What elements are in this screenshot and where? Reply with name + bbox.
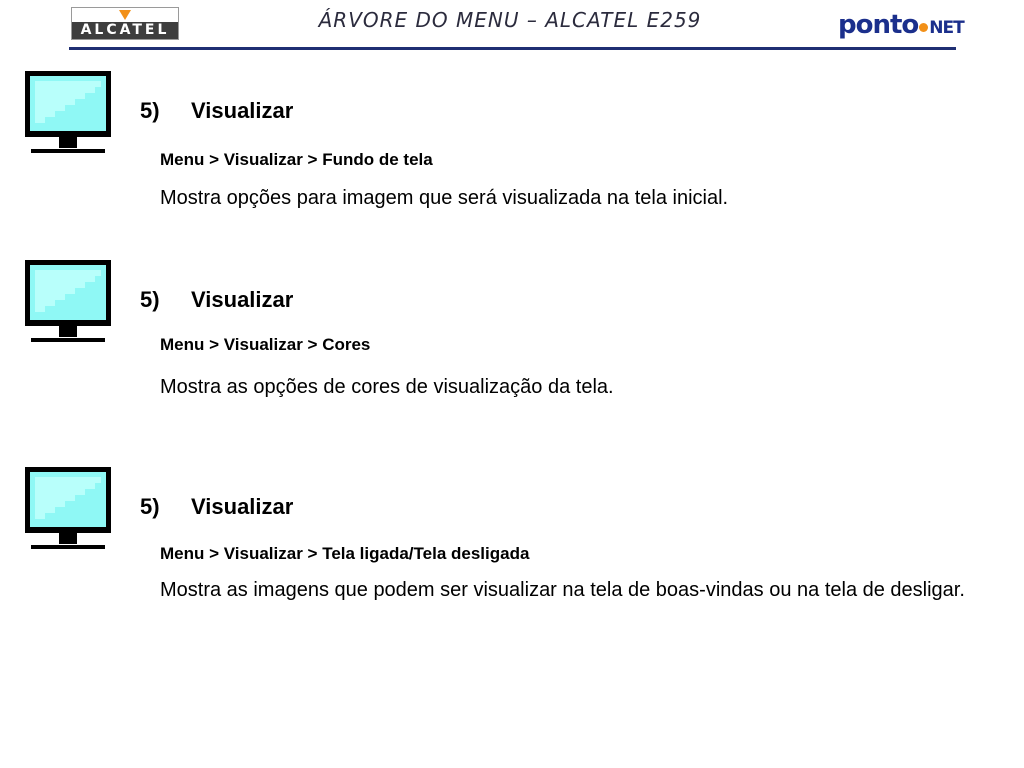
section-description: Mostra opções para imagem que será visualizada na tela inicial. (160, 187, 729, 209)
monitor-icon (25, 260, 111, 344)
pontonet-logo-main: ponto (838, 10, 919, 40)
menu-path: Menu > Visualizar > Tela ligada/Tela desligada (160, 544, 530, 563)
pontonet-logo (838, 10, 964, 40)
section-number: 5) (140, 494, 160, 519)
section-description: Mostra as imagens que podem ser visualizar na tela de boas-vindas ou na tela de desligar. (160, 579, 965, 601)
section-number: 5) (140, 98, 160, 123)
alcatel-logo (71, 7, 179, 40)
section-heading (140, 98, 293, 124)
section-title: Visualizar (191, 494, 294, 519)
monitor-icon (25, 71, 111, 155)
section-number: 5) (140, 287, 160, 312)
alcatel-logo-text: ALCATEL (72, 22, 178, 39)
menu-path: Menu > Visualizar > Cores (160, 335, 371, 354)
header-divider (69, 47, 956, 50)
section-heading (140, 287, 293, 313)
section-description: Mostra as opções de cores de visualização da tela. (160, 376, 614, 398)
section-title: Visualizar (191, 287, 294, 312)
section-heading (140, 494, 293, 520)
section-title: Visualizar (191, 98, 294, 123)
monitor-icon (25, 467, 111, 551)
menu-path: Menu > Visualizar > Fundo de tela (160, 150, 433, 169)
pontonet-logo-dot (919, 23, 928, 32)
page-title: ÁRVORE DO MENU – ALCATEL E259 (318, 8, 702, 32)
pontonet-logo-suffix: NET (929, 18, 964, 38)
